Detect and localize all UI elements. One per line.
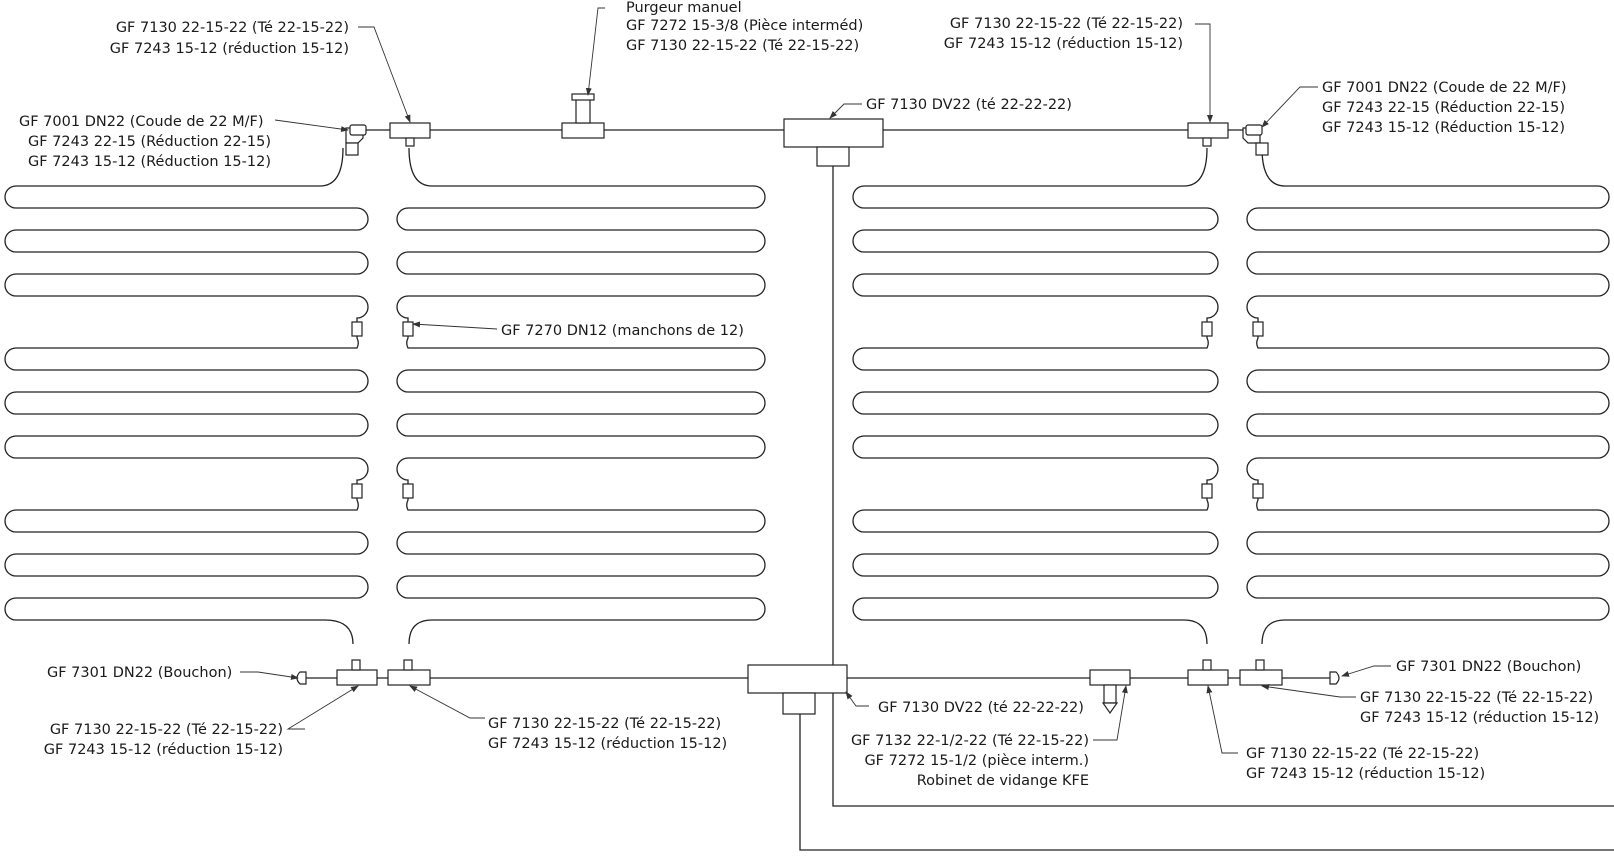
label-right-elbow	[1322, 80, 1567, 136]
svg-text:GF 7130 22-15-22 (Té 22-15-22): GF 7130 22-15-22 (Té 22-15-22)	[949, 16, 1183, 32]
svg-text:GF 7130 22-15-22 (Té 22-15-22): GF 7130 22-15-22 (Té 22-15-22)	[488, 716, 722, 732]
svg-text:GF 7243 15-12 (réduction 15-12: GF 7243 15-12 (réduction 15-12)	[43, 742, 283, 758]
svg-text:GF 7243 22-15 (Réduction 22-15: GF 7243 22-15 (Réduction 22-15)	[1322, 100, 1565, 116]
svg-text:GF 7243 22-15 (Réduction 22-15: GF 7243 22-15 (Réduction 22-15)	[28, 134, 271, 150]
svg-text:GF 7270 DN12 (manchons de 12): GF 7270 DN12 (manchons de 12)	[501, 323, 744, 339]
top-left-tee	[390, 123, 430, 146]
top-left-elbow	[346, 125, 366, 155]
svg-text:GF 7301 DN22 (Bouchon): GF 7301 DN22 (Bouchon)	[47, 665, 233, 681]
label-top-center-tee	[866, 97, 1072, 113]
svg-text:GF 7272 15-1/2 (pièce interm.): GF 7272 15-1/2 (pièce interm.)	[864, 753, 1089, 769]
svg-text:GF 7130 22-15-22 (Té 22-15-22): GF 7130 22-15-22 (Té 22-15-22)	[115, 20, 349, 36]
label-bottom-right-tee-a	[1246, 746, 1485, 782]
bottom-center-tee	[748, 665, 847, 714]
bottom-left-tee-b	[388, 660, 430, 685]
svg-text:GF 7272 15-3/8 (Pièce interméd: GF 7272 15-3/8 (Pièce interméd)	[626, 18, 864, 34]
svg-text:GF 7243 15-12 (réduction 15-12: GF 7243 15-12 (réduction 15-12)	[1246, 766, 1486, 782]
bottom-right-tee-a	[1188, 660, 1228, 685]
svg-text:GF 7130 22-15-22 (Té 22-15-22): GF 7130 22-15-22 (Té 22-15-22)	[1360, 690, 1594, 706]
label-top-left-tee	[110, 20, 349, 57]
label-vidange	[851, 733, 1089, 789]
label-bottom-right-tee-b	[1360, 690, 1599, 726]
svg-text:GF 7243 15-12 (réduction 15-12: GF 7243 15-12 (réduction 15-12)	[1360, 710, 1600, 726]
top-center-tee	[784, 119, 883, 166]
label-bottom-left-tee-a	[44, 722, 283, 758]
svg-text:Robinet de vidange KFE: Robinet de vidange KFE	[916, 773, 1089, 789]
vidange-tee	[1090, 670, 1130, 713]
label-bottom-left-cap	[47, 665, 232, 681]
label-manchons	[501, 323, 744, 339]
purgeur-tee	[562, 94, 604, 138]
label-left-elbow	[19, 114, 271, 170]
bottom-right-cap	[1330, 672, 1339, 684]
svg-text:GF 7130 22-15-22 (Té 22-15-22): GF 7130 22-15-22 (Té 22-15-22)	[626, 38, 860, 54]
svg-text:Purgeur manuel: Purgeur manuel	[626, 0, 742, 16]
svg-text:GF 7243 15-12 (réduction 15-12: GF 7243 15-12 (réduction 15-12)	[488, 736, 728, 752]
bottom-right-tee-b	[1240, 660, 1282, 685]
svg-text:GF 7130 DV22 (té 22-22-22): GF 7130 DV22 (té 22-22-22)	[878, 700, 1084, 716]
label-bottom-left-tee-b	[488, 716, 727, 752]
svg-text:GF 7132 22-1/2-22 (Té 22-15-22: GF 7132 22-1/2-22 (Té 22-15-22)	[850, 733, 1089, 749]
label-bottom-center-tee	[878, 700, 1084, 716]
coil-left-b	[397, 148, 765, 644]
svg-text:GF 7243 15-12 (réduction 15-12: GF 7243 15-12 (réduction 15-12)	[943, 36, 1183, 52]
svg-text:GF 7243 15-12 (réduction 15-12: GF 7243 15-12 (réduction 15-12)	[109, 41, 349, 57]
svg-text:GF 7130 22-15-22 (Té 22-15-22): GF 7130 22-15-22 (Té 22-15-22)	[1246, 746, 1480, 762]
coil-left-a	[5, 148, 368, 644]
svg-text:GF 7130 22-15-22 (Té 22-15-22): GF 7130 22-15-22 (Té 22-15-22)	[49, 722, 283, 738]
coil-right-a	[853, 148, 1218, 644]
svg-text:GF 7243 15-12 (Réduction 15-12: GF 7243 15-12 (Réduction 15-12)	[28, 154, 271, 170]
coil-right-b	[1247, 148, 1609, 644]
top-right-elbow	[1243, 125, 1268, 155]
label-top-right-tee	[944, 16, 1183, 52]
top-right-tee	[1188, 123, 1228, 146]
svg-text:GF 7130 DV22 (té 22-22-22): GF 7130 DV22 (té 22-22-22)	[866, 97, 1072, 113]
svg-text:GF 7301 DN22 (Bouchon): GF 7301 DN22 (Bouchon)	[1396, 659, 1582, 675]
label-bottom-right-cap	[1396, 659, 1581, 675]
svg-text:GF 7001 DN22 (Coude de 22 M/F): GF 7001 DN22 (Coude de 22 M/F)	[1322, 80, 1567, 96]
svg-text:GF 7001 DN22 (Coude de 22 M/F): GF 7001 DN22 (Coude de 22 M/F)	[19, 114, 264, 130]
label-purgeur	[626, 0, 863, 54]
svg-text:GF 7243 15-12 (Réduction 15-12: GF 7243 15-12 (Réduction 15-12)	[1322, 120, 1565, 136]
bottom-left-cap	[297, 672, 306, 684]
bottom-left-tee-a	[337, 660, 377, 685]
